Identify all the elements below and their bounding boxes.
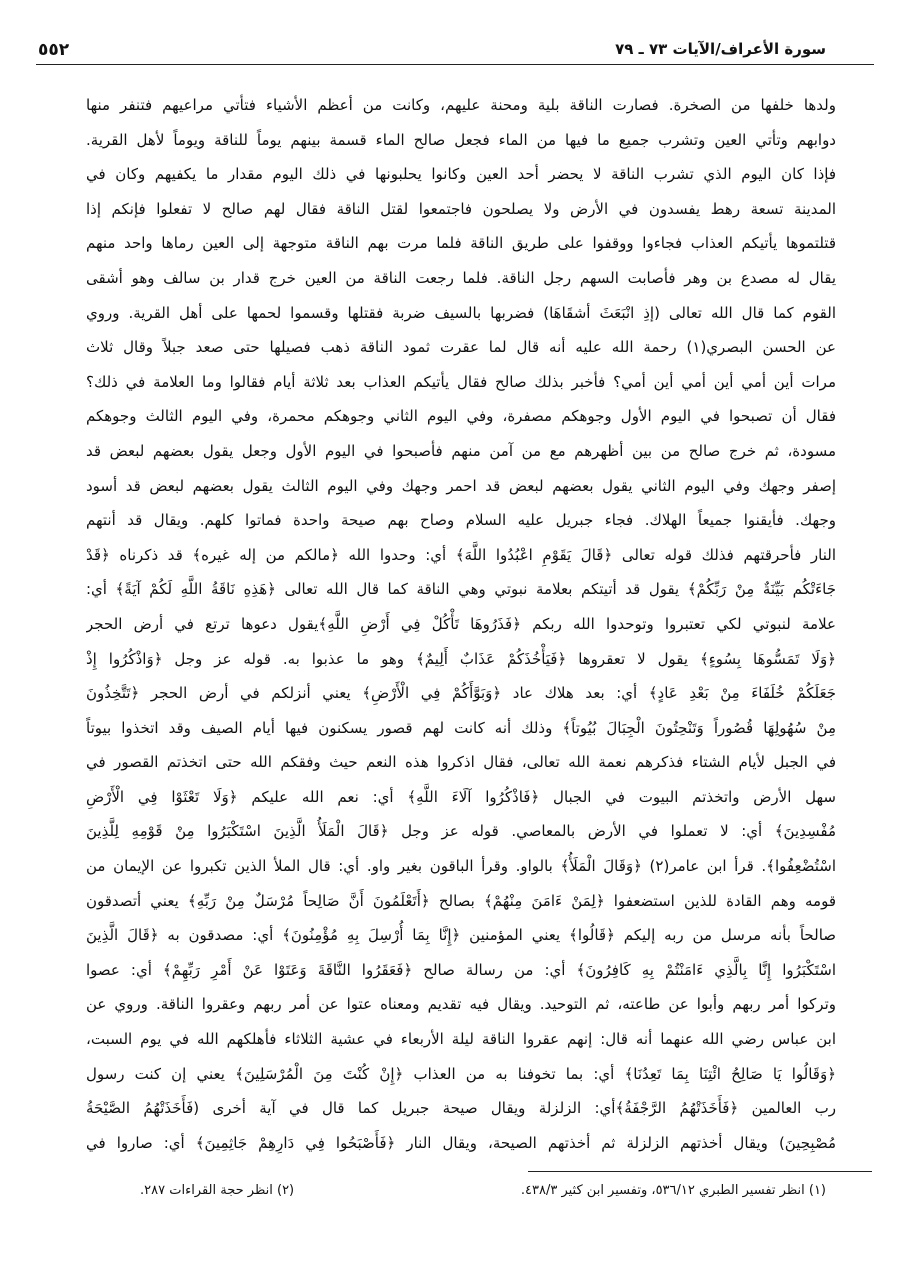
text-line: النار فأحرقتهم فذلك قوله تعالى ﴿قَالَ يَقَوْمِ اعْبُدُوا اللَّهَ﴾ أي: وحدوا الله ﴿مالكم من إله غيره﴾ قد ذكرناه ﴿قَدْ (86, 545, 836, 564)
text-line: سهل الأرض واتخذتم البيوت في الجبال ﴿فَاذْكُرُوا آلَاءَ اللَّهِ﴾ أي: نعم الله عليكم ﴿وَلَا تَعْثَوْا فِي الْأَرْضِ (86, 787, 836, 806)
text-line: صالحاً بأنه مرسل من ربه إليكم ﴿قَالُوا﴾ يعني المؤمنين ﴿إِنَّا بِمَا أُرْسِلَ بِهِ مُؤْمِنُونَ﴾ أي: مصدقون به ﴿قَالَ الَّذِينَ (86, 926, 836, 945)
text-line: اسْتَكْبَرُوا إِنَّا بِالَّذِي ءَامَنْتُمْ بِهِ كَافِرُونَ﴾ أي: من رسالة صالح ﴿فَعَقَرُوا النَّاقَةَ وَعَتَوْا عَنْ أَمْرِ رَبِّهِمْ﴾ أي: عصوا (86, 960, 836, 979)
text-line: مرات أين أمي أين أمي أين أمي؟ فأخبر بذلك صالح فقال يأتيكم العذاب بعد ثلاثة أيام فقالوا وما العلامة في ذلك؟ (86, 372, 836, 391)
text-line: قومه وهم القادة للذين استضعفوا ﴿لِمَنْ ءَامَنَ مِنْهُمْ﴾ بصالح ﴿أَتَعْلَمُونَ أَنَّ صَالِحاً مُرْسَلٌ مِنْ رَبِّهِ﴾ يعني أتصدقون (86, 891, 836, 910)
text-line: في الجبل لأيام الشتاء فذكرهم نعمة الله تعالى، فقال اذكروا هذه النعم حيث وفقكم الله حتى اتخذتم القصور في (86, 753, 836, 772)
body-text (86, 88, 836, 1160)
text-line: ﴿وَلَا تَمَسُّوهَا بِسُوءٍ﴾ يقول لا تعقروها ﴿فَيَأْخُذَكُمْ عَذَابٌ أَلِيمٌ﴾ وهو ما عذبوا به. قوله عز وجل ﴿وَاذْكُرُوا إِذْ (86, 649, 836, 668)
text-line: عن الحسن البصري(١) رحمة الله عليه أنه قال لما عقرت ثمود الناقة ذهب فصيلها حتى صعد جبلاً وقال ثلاث (86, 338, 836, 357)
text-line: وتركوا أمر ربهم وأبوا عن طاعته، ثم التوحيد. ويقال فيه تقديم ومعناه عتوا عن أمر ربهم وعقروا الناقة. وروي عن (86, 995, 836, 1014)
text-line: المدينة تسعة رهط يفسدون في الأرض ولا يصلحون فاجتمعوا لقتل الناقة فقال لهم صالح لا تفعلوا فإنكم إذا (86, 199, 836, 218)
text-line: جَعَلَكُمْ خُلَفَاءَ مِنْ بَعْدِ عَادٍ﴾ أي: بعد هلاك عاد ﴿وَبَوَّأَكُمْ فِي الْأَرْضِ﴾ يعني أنزلكم في أرض الحجر ﴿تَتَّخِذُونَ (86, 684, 836, 703)
header-rule (36, 64, 874, 65)
text-line: ولدها خلفها من الصخرة. فصارت الناقة بلية ومحنة عليهم، وكانت من أعظم الأشياء فتأتي مراعيهم فتنفر منها (86, 96, 836, 114)
text-line: إصفر وجهك وفي اليوم الثاني يقول بعضهم لبعض قد احمر وجهك وفي اليوم الثالث يقول بعضهم لبعض قد أسود (86, 476, 836, 495)
text-line: مُفْسِدِينَ﴾ أي: لا تعملوا في الأرض بالمعاصي. قوله عز وجل ﴿قَالَ الْمَلَأُ الَّذِينَ اسْتَكْبَرُوا مِنْ قَوْمِهِ لِلَّذِينَ (86, 822, 836, 841)
text-line: مُصْبِحِينَ) ويقال أخذتهم الزلزلة ثم أخذتهم الصيحة، ويقال النار ﴿فَأَصْبَحُوا فِي دَارِهِمْ جَاثِمِينَ﴾ أي: صاروا في (86, 1133, 836, 1152)
text-line: مِنْ سُهُولِهَا قُصُوراً وَتَنْحِتُونَ الْجِبَالَ بُيُوتاً﴾ وذلك أنه كانت لهم قصور يسكنون فيها أيام الصيف وقد اتخذوا بيوتاً (86, 718, 836, 737)
text-line: جَاءَتْكُم بَيِّنَةٌ مِنْ رَبِّكُمْ﴾ يقول قد أتيتكم بعلامة نبوتي وهي الناقة كما قال الله تعالى ﴿هَذِهِ نَاقَةُ اللَّهِ لَكُمْ آيَةً﴾ أي: (86, 580, 836, 599)
text-line: القوم كما قال الله تعالى (إذِ انْبَعَثَ أشقَاهَا) فضربها بالسيف ضربة فقتلها وقسموا لحمها على أهل القرية. وروي (86, 303, 836, 322)
text-line: اسْتُضْعِفُوا﴾. قرأ ابن عامر(٢) ﴿وَقَالَ الْمَلَأُ﴾ بالواو. وقرأ الباقون بغير واو. أي: قال الملأ الذين تكبروا عن الإيمان من (86, 857, 836, 876)
text-line: علامة لنبوتي لكي تعتبروا وتوحدوا الله ربكم ﴿فَذَرُوهَا تَأْكُلْ فِي أَرْضِ اللَّهِ﴾يقول دعوها ترتع في أرض الحجر (86, 614, 836, 633)
text-line: مسودة، ثم خرج صالح من بين أظهرهم مع من آمن منهم فأصبحوا في اليوم الأول وجعل يقول بعضهم لبعض قد (86, 441, 836, 460)
text-line: وجهك. فأيقنوا جميعاً الهلاك. فجاء جبريل عليه السلام وصاح بهم صيحة واحدة فماتوا كلهم. ويقال قد أنتهم (86, 511, 836, 530)
footnote-1: (١) انظر تفسير الطبري ٥٣٦/١٢، وتفسير ابن كثير ٤٣٨/٣. (520, 1183, 826, 1198)
text-line: ابن عباس رضي الله عنهما أنه قال: إنهم عقروا الناقة ليلة الأربعاء في عشية الثلاثاء فأهلكهم الله في يوم السبت، (86, 1030, 836, 1049)
page-number: ٥٥٢ (38, 40, 70, 60)
text-line: دوابهم وتأتي العين وتشرب جميع ما فيها من الماء فجعل صالح الماء قسمة بينهم يوماً للناقة ويوماً لأهل القرية. (86, 130, 836, 149)
text-line: فإذا كان اليوم الذي تشرب الناقة لا يحضر أحد العين وكانوا يحلبونها في ذلك اليوم مقدار ما يكفيهم وكان في (86, 165, 836, 184)
text-line: يقال له مصدع بن وهر فأصابت السهم رجل الناقة. فلما رجعت الناقة من العين خرج قدار بن سالف وهو أشقى (86, 268, 836, 287)
footnote-2: (٢) انظر حجة القراءات ٢٨٧. (140, 1183, 295, 1198)
text-line: فقال أن تصبحوا في اليوم الأول وجوهكم مصفرة، وفي اليوم الثاني وجوهكم محمرة، وفي اليوم الثالث وجوهكم (86, 407, 836, 426)
footnote-rule (528, 1171, 872, 1172)
text-line: قتلتموها يأتيكم العذاب فجاءوا ووقفوا على طريق الناقة فلما مرت بهم الناقة متوجهة إلى العين رماها واحد منهم (86, 234, 836, 253)
text-line: ﴿وَقَالُوا يَا صَالِحُ ائْتِنَا بِمَا تَعِدُنَا﴾ أي: بما تخوفنا به من العذاب ﴿إِنْ كُنْتَ مِنَ الْمُرْسَلِينَ﴾ يعني إن كنت رسول (86, 1064, 836, 1083)
running-title: سورة الأعراف/الآيات ٧٣ ـ ٧٩ (615, 40, 826, 58)
text-line: رب العالمين ﴿فَأَخَذَتْهُمُ الرَّجْفَةُ﴾أي: الزلزلة ويقال صيحة جبريل كما قال في آية أخرى (فَأَخَذَتْهُمُ الصَّيْحَةُ (86, 1099, 836, 1118)
